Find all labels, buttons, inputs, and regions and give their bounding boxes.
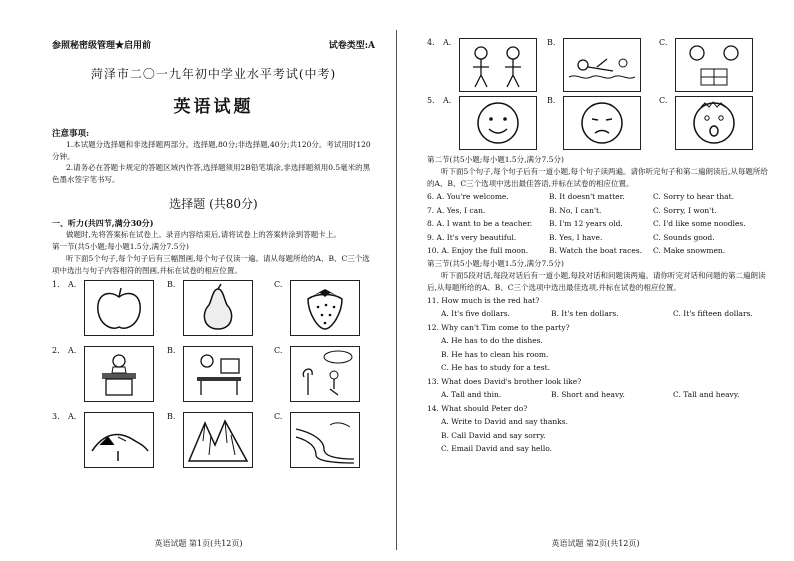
- question-row: 8. A. I want to be a teacher. B. I'm 12 years old. C. I'd like some noodles.: [427, 217, 774, 231]
- option-b[interactable]: B. He has to clean his room.: [441, 349, 549, 359]
- option-label: B.: [547, 38, 556, 47]
- option-picture[interactable]: [563, 38, 641, 92]
- option-picture[interactable]: [675, 38, 753, 92]
- security-label: 参照秘密级管理★启用前: [52, 41, 152, 51]
- option-b[interactable]: B. It's ten dollars.: [551, 309, 619, 318]
- subject-title: 英语试题: [173, 97, 254, 117]
- option-b[interactable]: B. Short and heavy.: [551, 390, 625, 399]
- option-c[interactable]: C. Sorry to hear that.: [653, 192, 735, 201]
- option-c[interactable]: C. Make snowmen.: [653, 246, 726, 255]
- part1-heading: 第一节(共5小题;每小题1.5分,满分7.5分): [52, 242, 189, 251]
- option-picture[interactable]: [563, 96, 641, 150]
- apple-icon: [88, 283, 150, 333]
- option-label: C.: [659, 96, 668, 105]
- question-13-options: [427, 388, 774, 402]
- question-row: 7. A. Yes, I can. B. No, I can't. C. Sorry, I won't.: [427, 204, 774, 218]
- option-a[interactable]: A. It's very beautiful.: [436, 232, 517, 242]
- option-label: C.: [274, 346, 283, 355]
- option-picture[interactable]: [183, 280, 253, 336]
- part3-heading: 第三节(共5小题;每小题1.5分,满分7.5分): [427, 258, 564, 268]
- listening-intro: 做题时,先将答案标在试卷上。录音内容结束后,请将试卷上的答案转涂到答题卡上。: [66, 230, 341, 239]
- option-b[interactable]: B. I'm 12 years old.: [549, 219, 623, 228]
- picture-row-1: [52, 280, 375, 343]
- happy-face-icon: [463, 99, 533, 147]
- option-b[interactable]: B. No, I can't.: [549, 205, 602, 215]
- option-label: A.: [443, 38, 452, 47]
- option-a[interactable]: A. Tall and thin.: [441, 390, 502, 399]
- river-icon: [294, 415, 356, 465]
- option-picture[interactable]: [183, 412, 253, 468]
- question-11-options: [427, 307, 774, 321]
- note-2: 2.请务必在答题卡规定的答题区域内作答,选择题须用2B铅笔填涂,非选择题须用0.5毫米的黑色墨水签字笔书写。: [52, 163, 371, 184]
- option-c[interactable]: C. I'd like some noodles.: [653, 219, 746, 228]
- kids-playing-icon: [463, 41, 533, 89]
- option-b[interactable]: B. Watch the boat races.: [549, 246, 643, 255]
- option-picture[interactable]: [459, 96, 537, 150]
- section-title: 选择题 (共80分): [169, 197, 258, 211]
- header-line: [52, 38, 375, 51]
- question-number: 5.: [427, 96, 435, 105]
- option-label: C.: [274, 280, 283, 289]
- option-a[interactable]: A. Yes, I can.: [436, 205, 486, 215]
- option-a[interactable]: A. I want to be a teacher.: [436, 219, 533, 228]
- question-14: 14. What should Peter do?: [427, 403, 528, 413]
- option-b[interactable]: B. It doesn't matter.: [549, 192, 625, 201]
- option-a[interactable]: A. Write to David and say thanks.: [441, 417, 568, 426]
- part1-instructions: 听下面5个句子,每个句子后有三幅图画,每个句子仅读一遍。请从每题所给的A、B、C三个选项中选出与句子内容相符的图画,并标在试卷的相应位置。: [52, 254, 370, 275]
- picture-row-3: [52, 412, 375, 475]
- chess-icon: [679, 41, 749, 89]
- option-picture[interactable]: [84, 280, 154, 336]
- question-number: 3.: [52, 412, 60, 421]
- option-a[interactable]: A. You're welcome.: [436, 192, 509, 201]
- part2-questions: [427, 190, 774, 258]
- question-number: 1.: [52, 280, 60, 289]
- note-1: 1.本试题分选择题和非选择题两部分。选择题,80分;非选择题,40分;共120分。考试用时120分钟。: [52, 140, 371, 161]
- student-desk-icon: [88, 349, 150, 399]
- option-label: C.: [659, 38, 668, 47]
- option-picture[interactable]: [84, 412, 154, 468]
- option-label: A.: [68, 346, 77, 355]
- sad-face-icon: [567, 99, 637, 147]
- swimming-icon: [567, 41, 637, 89]
- strawberry-icon: [294, 283, 356, 333]
- option-picture[interactable]: [290, 346, 360, 402]
- option-c[interactable]: C. It's fifteen dollars.: [673, 309, 753, 318]
- option-c[interactable]: C. He has to study for a test.: [441, 363, 550, 372]
- option-label: B.: [167, 412, 176, 421]
- pear-icon: [187, 283, 249, 333]
- option-b[interactable]: B. Call David and say sorry.: [441, 430, 546, 440]
- option-label: B.: [167, 280, 176, 289]
- notes-heading: 注意事项:: [52, 129, 90, 139]
- option-c[interactable]: C. Tall and heavy.: [673, 390, 740, 399]
- question-row: 6. A. You're welcome. B. It doesn't matter. C. Sorry to hear that.: [427, 190, 774, 204]
- option-picture[interactable]: [290, 412, 360, 468]
- option-a[interactable]: A. Enjoy the full moon.: [441, 246, 529, 255]
- page-1-footer: 英语试题 第1页(共12页): [154, 539, 243, 548]
- option-label: B.: [547, 96, 556, 105]
- option-a[interactable]: A. It's five dollars.: [441, 309, 510, 318]
- page-2: [397, 0, 794, 561]
- part3-instructions: 听下面5段对话,每段对话后有一道小题,每段对话和问题读两遍。请你听完对话和问题的第二遍朗读后,从每题所给的A、B、C三个选项中选出最佳选项,并标在试卷的相应位置。: [427, 270, 766, 292]
- picture-row-4: [427, 38, 774, 96]
- question-row: 9. A. It's very beautiful. B. Yes, I have. C. Sounds good.: [427, 231, 774, 245]
- option-picture[interactable]: [183, 346, 253, 402]
- page-2-footer: 英语试题 第2页(共12页): [551, 539, 640, 548]
- question-11: 11. How much is the red hat?: [427, 295, 540, 305]
- picture-row-2: [52, 346, 375, 409]
- option-b[interactable]: B. Yes, I have.: [549, 232, 603, 242]
- question-12: 12. Why can't Tim come to the party?: [427, 322, 570, 332]
- mountains-icon: [187, 415, 249, 465]
- option-picture[interactable]: [290, 280, 360, 336]
- option-label: A.: [68, 280, 77, 289]
- option-a[interactable]: A. He has to do the dishes.: [441, 336, 543, 345]
- option-label: C.: [274, 412, 283, 421]
- listening-heading: 一、听力(共四节,满分30分): [52, 218, 154, 228]
- boy-thinking-icon: [294, 349, 356, 399]
- question-number: 4.: [427, 38, 435, 47]
- option-label: A.: [68, 412, 77, 421]
- option-c[interactable]: C. Email David and say hello.: [441, 444, 553, 453]
- picture-row-5: [427, 96, 774, 154]
- question-row: 10. A. Enjoy the full moon. B. Watch the boat races. C. Make snowmen.: [427, 244, 774, 258]
- exam-title: 菏泽市二〇一九年初中学业水平考试(中考): [90, 67, 337, 81]
- question-13: 13. What does David's brother look like?: [427, 376, 582, 386]
- part2-heading: 第二节(共5小题;每小题1.5分,满分7.5分): [427, 155, 564, 164]
- computer-user-icon: [187, 349, 249, 399]
- paper-type-label: 试卷类型:A: [328, 41, 375, 51]
- part2-instructions: 听下面5个句子,每个句子后有一道小题,每个句子读两遍。请你听完句子和第二遍朗读后,从每题所给的A、B、C三个选项中选出最佳答语,并标在试卷的相应位置。: [427, 167, 768, 188]
- surprised-face-icon: [679, 99, 749, 147]
- option-label: B.: [167, 346, 176, 355]
- option-picture[interactable]: [459, 38, 537, 92]
- option-c[interactable]: C. Sounds good.: [653, 232, 715, 242]
- option-picture[interactable]: [84, 346, 154, 402]
- question-number: 2.: [52, 346, 60, 355]
- option-picture[interactable]: [675, 96, 753, 150]
- hill-icon: [88, 415, 150, 465]
- option-label: A.: [443, 96, 452, 105]
- option-c[interactable]: C. Sorry, I won't.: [653, 205, 717, 215]
